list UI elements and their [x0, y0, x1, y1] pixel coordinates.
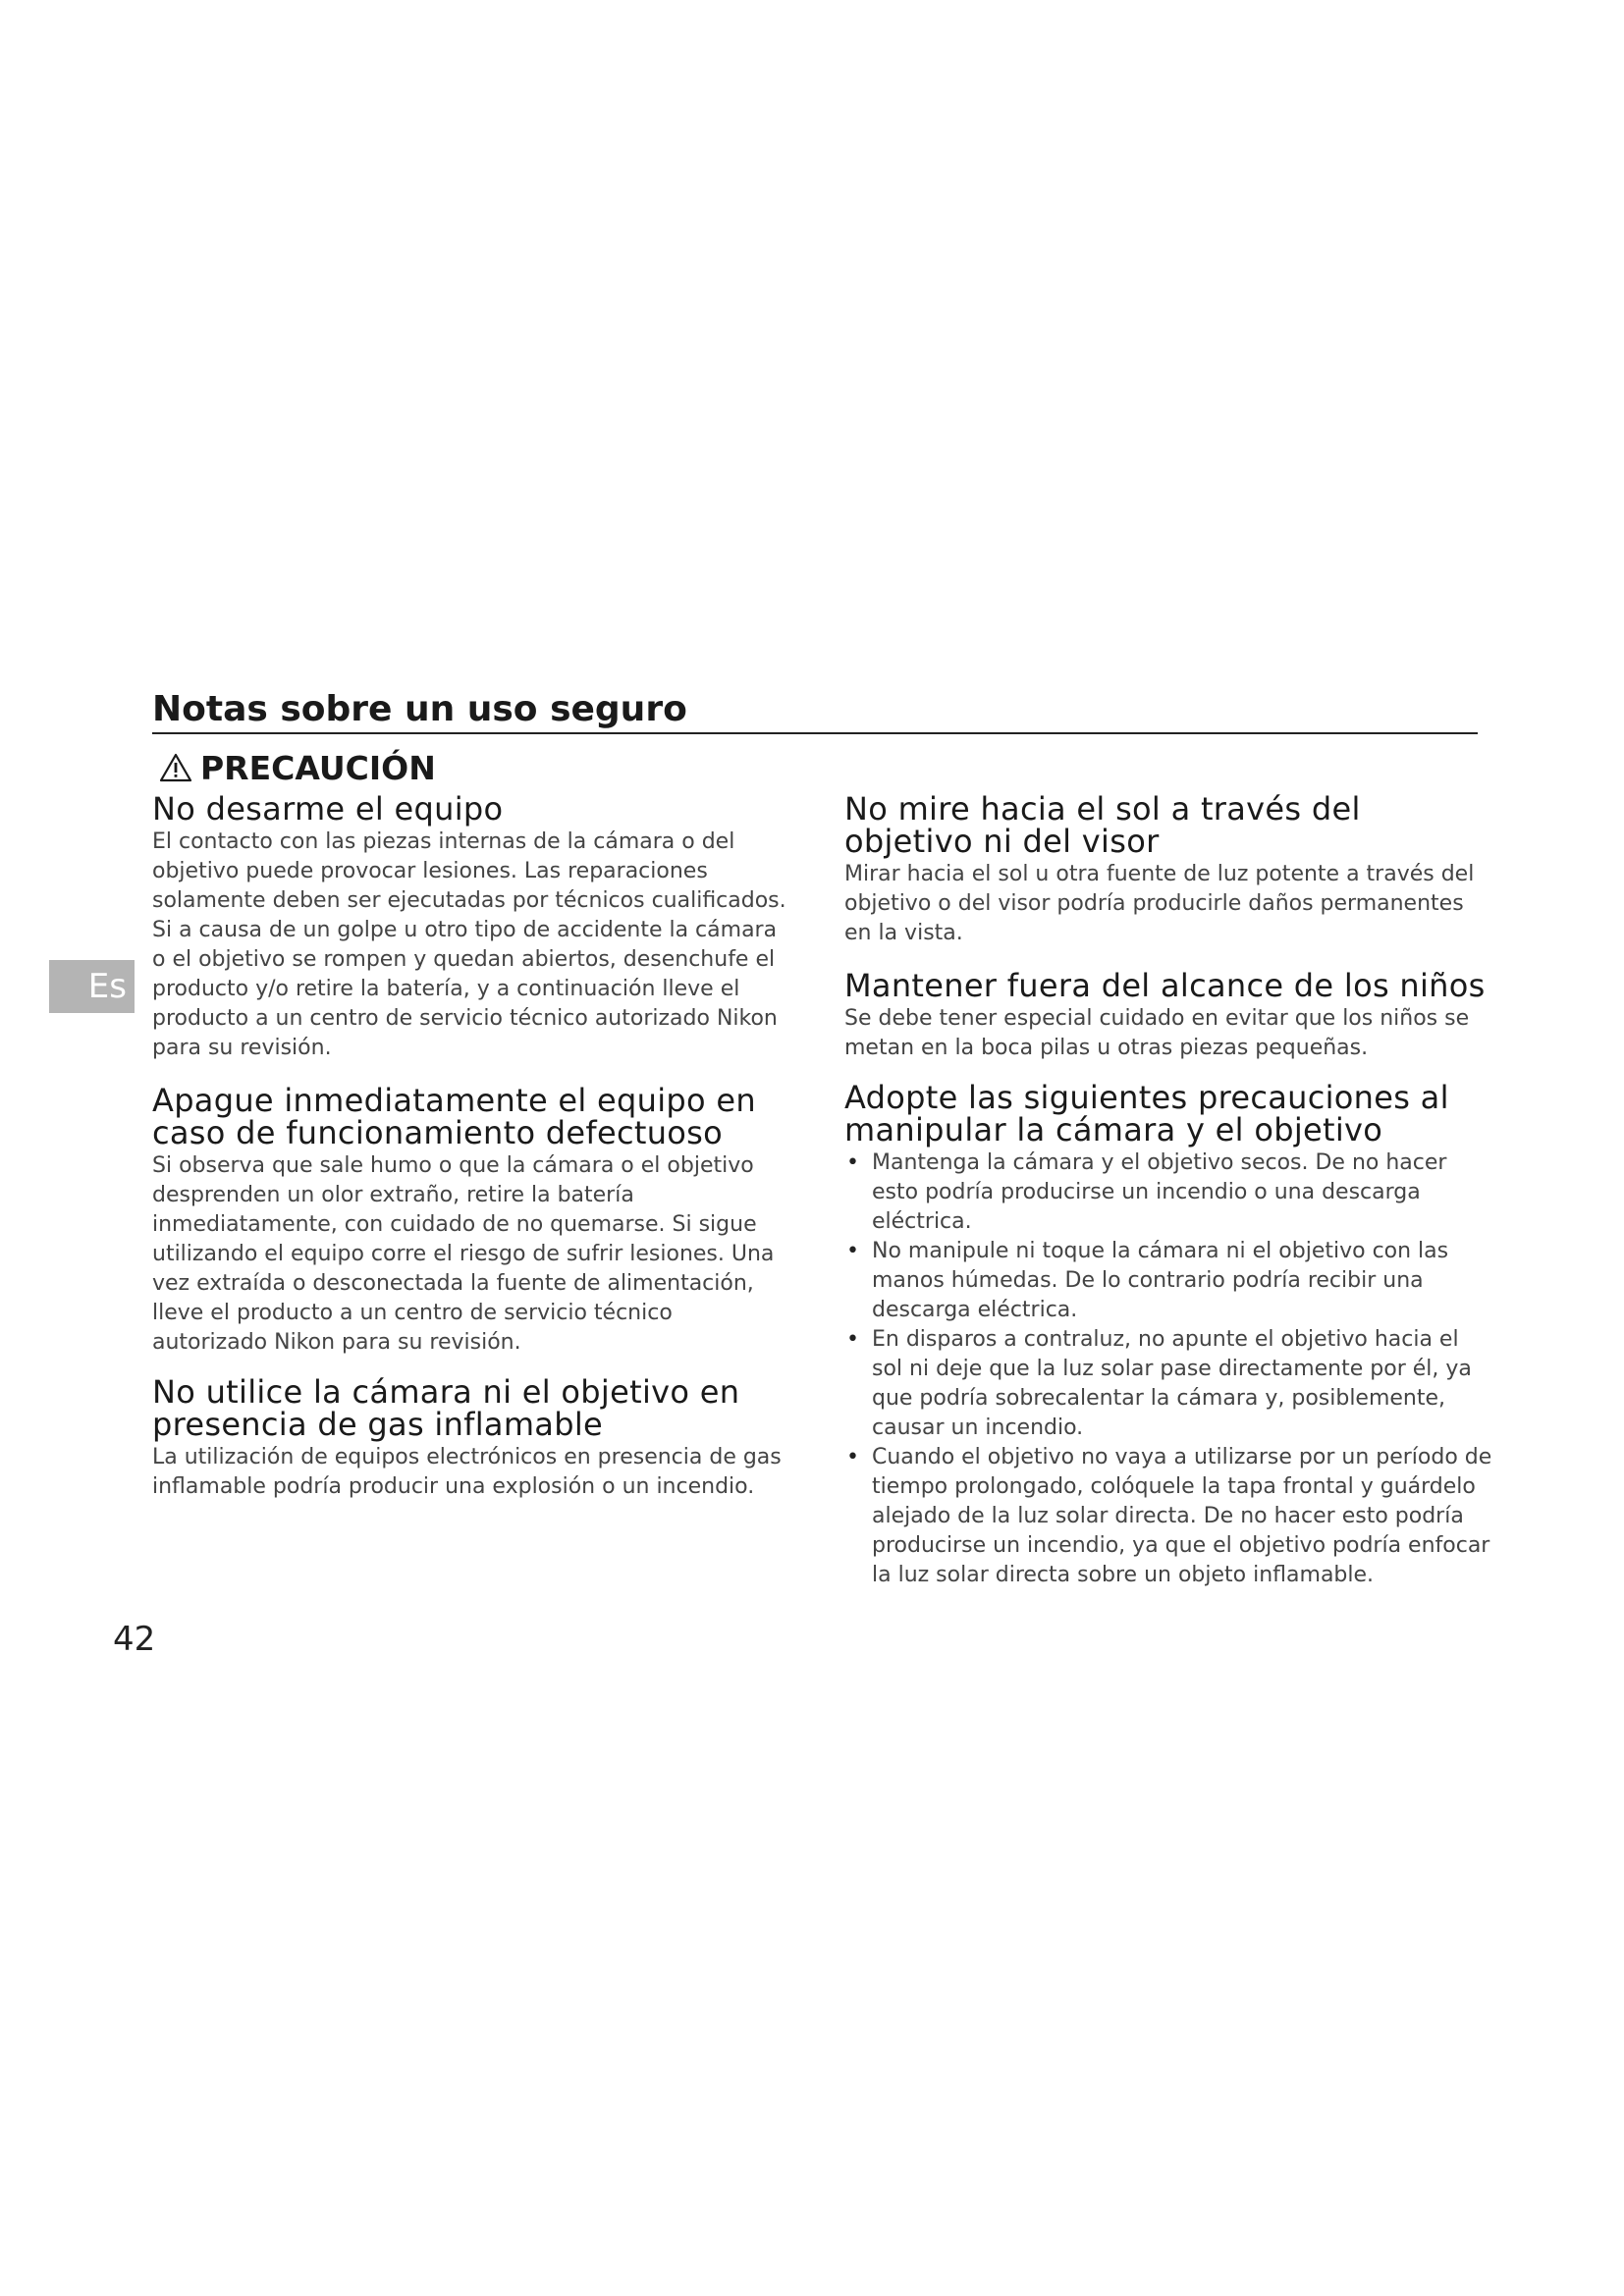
section-no-desarme [152, 790, 790, 1063]
section-body: Mirar hacia el sol u otra fuente de luz potente a través del objetivo o del visor podría producirle daños permanentes en la vista. [844, 862, 1475, 945]
bullet-icon: • [846, 1150, 859, 1175]
list-item-text: Mantenga la cámara y el objetivo secos. De no hacer esto podría producirse un incendio o una descarga eléctrica. [872, 1150, 1447, 1234]
section-precauciones [844, 1079, 1492, 1590]
section-no-mire-sol [844, 790, 1492, 948]
section-gas-inflamable [152, 1373, 790, 1502]
bullet-icon: • [846, 1239, 859, 1263]
caution-label: PRECAUCIÓN [200, 748, 436, 787]
section-heading: No utilice la cámara ni el objetivo en presencia de gas inflamable [152, 1373, 740, 1443]
section-body: La utilización de equipos electrónicos en presencia de gas inflamable podría producir una explosión o un incendio. [152, 1445, 782, 1499]
section-heading: Apague inmediatamente el equipo en caso de funcionamiento defectuoso [152, 1082, 756, 1151]
section-heading: No mire hacia el sol a través del objetivo ni del visor [844, 790, 1361, 860]
list-item-text: En disparos a contraluz, no apunte el objetivo hacia el sol ni deje que la luz solar pase directamente por él, ya que podría sobrecalentar la cámara y, posiblemente, causar un incendio. [872, 1327, 1472, 1440]
list-item [844, 1148, 1492, 1237]
language-tab: Es [49, 960, 135, 1013]
section-heading: Adopte las siguientes precauciones al manipular la cámara y el objetivo [844, 1079, 1449, 1148]
warning-triangle-icon [159, 753, 192, 782]
bullet-icon: • [846, 1445, 859, 1469]
list-item [844, 1443, 1492, 1590]
list-item [844, 1325, 1492, 1443]
section-body: Se debe tener especial cuidado en evitar que los niños se metan en la boca pilas u otras piezas pequeñas. [844, 1006, 1470, 1060]
page-title: Notas sobre un uso seguro [152, 687, 1478, 734]
list-item-text: Cuando el objetivo no vaya a utilizarse por un período de tiempo prolongado, colóquele la tapa frontal y guárdelo alejado de la luz solar directa. De no hacer esto podría producirse un incendio, ya que el objetivo podría enfocar la luz solar directa sobre un objeto inflamable. [872, 1445, 1492, 1587]
section-heading: Mantener fuera del alcance de los niños [844, 967, 1486, 1004]
caution-heading [159, 746, 436, 789]
section-apague [152, 1082, 790, 1358]
section-heading: No desarme el equipo [152, 790, 504, 828]
bullet-icon: • [846, 1327, 859, 1352]
list-item-text: No manipule ni toque la cámara ni el objetivo con las manos húmedas. De lo contrario podría recibir una descarga eléctrica. [872, 1239, 1449, 1322]
page-number: 42 [113, 1620, 156, 1659]
section-ninos [844, 967, 1492, 1063]
section-body: Si observa que sale humo o que la cámara o el objetivo desprenden un olor extraño, retire la batería inmediatamente, con cuidado de no quemarse. Si sigue utilizando el equipo corre el riesgo de sufrir lesiones. Una vez extraída o desconectada la fuente de alimentación, lleve el producto a un centro de servicio técnico autorizado Nikon para su revisión. [152, 1153, 775, 1355]
list-item [844, 1237, 1492, 1325]
section-body: El contacto con las piezas internas de la cámara o del objetivo puede provocar lesiones. Las reparaciones solamente deben ser ejecutadas por técnicos cualificados. Si a causa de un golpe u otro tipo de accidente la cámara o el objetivo se rompen y quedan abiertos, desenchufe el producto y/o retire la batería, y a continuación lleve el producto a un centro de servicio técnico autorizado Nikon para su revisión. [152, 829, 786, 1060]
precautions-list [844, 1148, 1492, 1590]
